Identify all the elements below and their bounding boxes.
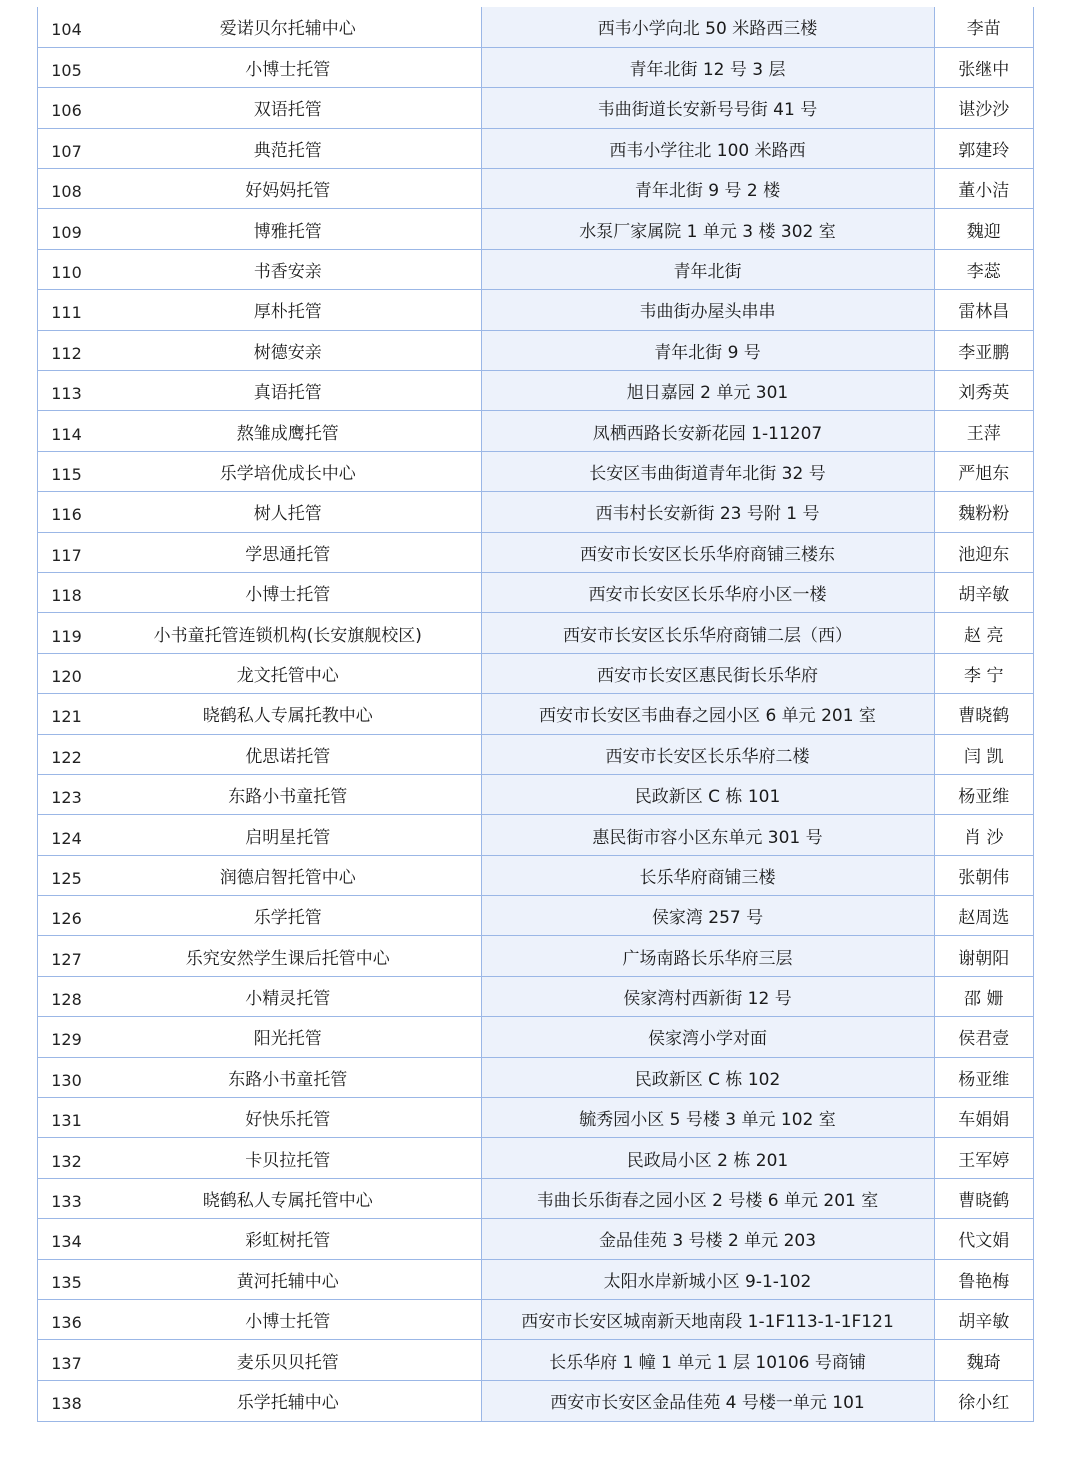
contact-person-cell: 曹晓鹤 bbox=[934, 694, 1033, 734]
institution-name-cell: 博雅托管 bbox=[95, 209, 481, 249]
institution-name-cell: 麦乐贝贝托管 bbox=[95, 1340, 481, 1380]
row-number-cell: 125 bbox=[38, 855, 95, 895]
contact-person-cell: 李亚鹏 bbox=[934, 330, 1033, 370]
address-cell: 水泵厂家属院 1 单元 3 楼 302 室 bbox=[481, 209, 934, 249]
row-number-cell: 137 bbox=[38, 1340, 95, 1380]
contact-person-cell: 李蕊 bbox=[934, 249, 1033, 289]
row-number-cell: 130 bbox=[38, 1057, 95, 1097]
contact-person-cell: 董小洁 bbox=[934, 169, 1033, 209]
contact-person-cell: 杨亚维 bbox=[934, 774, 1033, 814]
address-cell: 民政新区 C 栋 102 bbox=[481, 1057, 934, 1097]
institution-name-cell: 小博士托管 bbox=[95, 572, 481, 612]
institution-name-cell: 学思通托管 bbox=[95, 532, 481, 572]
table-row bbox=[38, 653, 1033, 693]
contact-person-cell: 谢朝阳 bbox=[934, 936, 1033, 976]
table-row bbox=[38, 128, 1033, 168]
table-row bbox=[38, 896, 1033, 936]
institution-name-cell: 东路小书童托管 bbox=[95, 774, 481, 814]
address-cell: 西韦村长安新街 23 号附 1 号 bbox=[481, 492, 934, 532]
table-row bbox=[38, 411, 1033, 451]
address-cell: 西韦小学往北 100 米路西 bbox=[481, 128, 934, 168]
institution-name-cell: 黄河托辅中心 bbox=[95, 1259, 481, 1299]
row-number-cell: 104 bbox=[51, 20, 82, 40]
table-row bbox=[38, 1178, 1033, 1218]
contact-person-cell: 胡辛敏 bbox=[934, 572, 1033, 612]
row-number-cell: 116 bbox=[38, 492, 95, 532]
row-number-cell: 129 bbox=[38, 1017, 95, 1057]
contact-person-cell: 谌沙沙 bbox=[934, 88, 1033, 128]
contact-person-cell: 曹晓鹤 bbox=[934, 1178, 1033, 1218]
address-cell: 毓秀园小区 5 号楼 3 单元 102 室 bbox=[481, 1098, 934, 1138]
address-cell: 西安市长安区金品佳苑 4 号楼一单元 101 bbox=[481, 1380, 934, 1420]
row-number-cell: 131 bbox=[38, 1098, 95, 1138]
contact-person-cell: 严旭东 bbox=[934, 451, 1033, 491]
contact-person-cell: 肖 沙 bbox=[934, 815, 1033, 855]
institution-name-cell: 好快乐托管 bbox=[95, 1098, 481, 1138]
row-number-cell: 123 bbox=[38, 774, 95, 814]
row-number-cell: 118 bbox=[38, 572, 95, 612]
table-row bbox=[38, 1380, 1033, 1420]
address-cell: 太阳水岸新城小区 9-1-102 bbox=[481, 1259, 934, 1299]
contact-person-cell: 侯君壹 bbox=[934, 1017, 1033, 1057]
institution-name-cell: 小书童托管连锁机构(长安旗舰校区) bbox=[95, 613, 481, 653]
institution-table bbox=[38, 7, 1033, 1421]
contact-person-cell: 闫 凯 bbox=[934, 734, 1033, 774]
contact-person-cell: 张继中 bbox=[934, 47, 1033, 87]
contact-person-cell: 池迎东 bbox=[934, 532, 1033, 572]
institution-name-cell: 书香安亲 bbox=[95, 249, 481, 289]
institution-name-cell: 树人托管 bbox=[95, 492, 481, 532]
contact-person-cell: 徐小红 bbox=[934, 1380, 1033, 1420]
contact-person-cell: 雷林昌 bbox=[934, 290, 1033, 330]
address-cell: 广场南路长乐华府三层 bbox=[481, 936, 934, 976]
institution-name-cell: 东路小书童托管 bbox=[95, 1057, 481, 1097]
row-number-cell: 119 bbox=[38, 613, 95, 653]
contact-person-cell: 赵 亮 bbox=[934, 613, 1033, 653]
address-cell: 青年北街 12 号 3 层 bbox=[481, 47, 934, 87]
contact-person-cell: 魏粉粉 bbox=[934, 492, 1033, 532]
row-number-cell: 120 bbox=[38, 653, 95, 693]
row-number-cell: 122 bbox=[38, 734, 95, 774]
row-number-cell: 127 bbox=[38, 936, 95, 976]
contact-person-cell: 鲁艳梅 bbox=[934, 1259, 1033, 1299]
address-cell: 侯家湾 257 号 bbox=[481, 896, 934, 936]
row-number-cell: 121 bbox=[38, 694, 95, 734]
institution-name-cell: 启明星托管 bbox=[95, 815, 481, 855]
address-cell: 西安市长安区长乐华府商铺三楼东 bbox=[481, 532, 934, 572]
address-cell: 西安市长安区长乐华府小区一楼 bbox=[481, 572, 934, 612]
row-number-cell: 117 bbox=[38, 532, 95, 572]
institution-name-cell: 乐学托管 bbox=[95, 896, 481, 936]
address-cell: 旭日嘉园 2 单元 301 bbox=[481, 371, 934, 411]
address-cell: 民政局小区 2 栋 201 bbox=[481, 1138, 934, 1178]
table-row bbox=[38, 1057, 1033, 1097]
table-row bbox=[38, 1300, 1033, 1340]
table-row bbox=[38, 936, 1033, 976]
table-row bbox=[38, 209, 1033, 249]
table-row bbox=[38, 815, 1033, 855]
institution-name-cell: 乐究安然学生课后托管中心 bbox=[95, 936, 481, 976]
address-cell: 长乐华府 1 幢 1 单元 1 层 10106 号商铺 bbox=[481, 1340, 934, 1380]
row-number-cell: 109 bbox=[38, 209, 95, 249]
address-cell: 青年北街 bbox=[481, 249, 934, 289]
contact-person-cell: 魏琦 bbox=[934, 1340, 1033, 1380]
address-cell: 韦曲街道长安新号号街 41 号 bbox=[481, 88, 934, 128]
table-row bbox=[38, 7, 1033, 47]
institution-name-cell: 乐学培优成长中心 bbox=[95, 451, 481, 491]
institution-name-cell: 乐学托辅中心 bbox=[95, 1380, 481, 1420]
row-number-cell: 114 bbox=[38, 411, 95, 451]
table-row bbox=[38, 572, 1033, 612]
table-row bbox=[38, 290, 1033, 330]
row-number-cell: 124 bbox=[38, 815, 95, 855]
table-row bbox=[38, 1017, 1033, 1057]
address-cell: 西安市长安区惠民街长乐华府 bbox=[481, 653, 934, 693]
address-cell: 西安市长安区长乐华府商铺二层（西） bbox=[481, 613, 934, 653]
institution-name-cell: 龙文托管中心 bbox=[95, 653, 481, 693]
institution-name-cell: 树德安亲 bbox=[95, 330, 481, 370]
contact-person-cell: 张朝伟 bbox=[934, 855, 1033, 895]
contact-person-cell: 赵周选 bbox=[934, 896, 1033, 936]
row-number-cell: 126 bbox=[38, 896, 95, 936]
contact-person-cell: 刘秀英 bbox=[934, 371, 1033, 411]
table-row bbox=[38, 169, 1033, 209]
institution-name-cell: 润德启智托管中心 bbox=[95, 855, 481, 895]
institution-table-container bbox=[37, 7, 1034, 1422]
row-number-cell: 106 bbox=[38, 88, 95, 128]
row-number-cell: 107 bbox=[38, 128, 95, 168]
address-cell: 民政新区 C 栋 101 bbox=[481, 774, 934, 814]
row-number-cell: 108 bbox=[38, 169, 95, 209]
row-number-cell: 105 bbox=[38, 47, 95, 87]
contact-person-cell: 胡辛敏 bbox=[934, 1300, 1033, 1340]
address-cell: 侯家湾村西新街 12 号 bbox=[481, 976, 934, 1016]
address-cell: 西安市长安区城南新天地南段 1-1F113-1-1F121 bbox=[481, 1300, 934, 1340]
row-number-cell: 134 bbox=[38, 1219, 95, 1259]
contact-person-cell: 王军婷 bbox=[934, 1138, 1033, 1178]
institution-name-cell: 厚朴托管 bbox=[95, 290, 481, 330]
row-number-cell: 132 bbox=[38, 1138, 95, 1178]
table-row bbox=[38, 694, 1033, 734]
institution-name-cell: 熬雏成鹰托管 bbox=[95, 411, 481, 451]
table-row bbox=[38, 774, 1033, 814]
table-row bbox=[38, 613, 1033, 653]
institution-name-cell: 好妈妈托管 bbox=[95, 169, 481, 209]
contact-person-cell: 王萍 bbox=[934, 411, 1033, 451]
table-row bbox=[38, 1219, 1033, 1259]
institution-name-cell: 真语托管 bbox=[95, 371, 481, 411]
institution-name-cell: 阳光托管 bbox=[95, 1017, 481, 1057]
table-row bbox=[38, 532, 1033, 572]
row-number-cell: 128 bbox=[38, 976, 95, 1016]
table-row bbox=[38, 1340, 1033, 1380]
table-row bbox=[38, 855, 1033, 895]
institution-table-body bbox=[38, 7, 1033, 1421]
institution-name-cell: 爱诺贝尔托辅中心 bbox=[219, 19, 356, 40]
contact-person-cell: 魏迎 bbox=[934, 209, 1033, 249]
institution-name-cell: 晓鹤私人专属托教中心 bbox=[95, 694, 481, 734]
address-cell: 金品佳苑 3 号楼 2 单元 203 bbox=[481, 1219, 934, 1259]
contact-person-cell: 邵 姗 bbox=[934, 976, 1033, 1016]
table-row bbox=[38, 371, 1033, 411]
row-number-cell: 136 bbox=[38, 1300, 95, 1340]
contact-person-cell: 车娟娟 bbox=[934, 1098, 1033, 1138]
row-number-cell: 111 bbox=[38, 290, 95, 330]
row-number-cell: 110 bbox=[38, 249, 95, 289]
row-number-cell: 135 bbox=[38, 1259, 95, 1299]
address-cell: 凤栖西路长安新花园 1-11207 bbox=[481, 411, 934, 451]
row-number-cell: 115 bbox=[38, 451, 95, 491]
contact-person-cell: 李 宁 bbox=[934, 653, 1033, 693]
row-number-cell: 138 bbox=[38, 1380, 95, 1420]
table-row bbox=[38, 249, 1033, 289]
address-cell: 青年北街 9 号 2 楼 bbox=[481, 169, 934, 209]
address-cell: 西韦小学向北 50 米路西三楼 bbox=[481, 7, 934, 47]
address-cell: 侯家湾小学对面 bbox=[481, 1017, 934, 1057]
table-row bbox=[38, 1098, 1033, 1138]
institution-name-cell: 优思诺托管 bbox=[95, 734, 481, 774]
institution-name-cell: 小博士托管 bbox=[95, 47, 481, 87]
table-row bbox=[38, 47, 1033, 87]
table-row bbox=[38, 1138, 1033, 1178]
institution-name-cell: 双语托管 bbox=[95, 88, 481, 128]
contact-person-cell: 郭建玲 bbox=[934, 128, 1033, 168]
address-cell: 青年北街 9 号 bbox=[481, 330, 934, 370]
address-cell: 长安区韦曲街道青年北街 32 号 bbox=[481, 451, 934, 491]
row-number-cell: 133 bbox=[38, 1178, 95, 1218]
institution-name-cell: 小博士托管 bbox=[95, 1300, 481, 1340]
table-row bbox=[38, 1259, 1033, 1299]
institution-name-cell: 小精灵托管 bbox=[95, 976, 481, 1016]
contact-person-cell: 代文娟 bbox=[934, 1219, 1033, 1259]
address-cell: 韦曲长乐街春之园小区 2 号楼 6 单元 201 室 bbox=[481, 1178, 934, 1218]
institution-name-cell: 卡贝拉托管 bbox=[95, 1138, 481, 1178]
row-number-cell: 112 bbox=[38, 330, 95, 370]
contact-person-cell: 李苗 bbox=[966, 19, 1001, 40]
contact-person-cell: 杨亚维 bbox=[934, 1057, 1033, 1097]
table-row bbox=[38, 451, 1033, 491]
institution-name-cell: 彩虹树托管 bbox=[95, 1219, 481, 1259]
table-row bbox=[38, 88, 1033, 128]
address-cell: 惠民街市容小区东单元 301 号 bbox=[481, 815, 934, 855]
table-row bbox=[38, 330, 1033, 370]
table-row bbox=[38, 734, 1033, 774]
table-row bbox=[38, 976, 1033, 1016]
address-cell: 长乐华府商铺三楼 bbox=[481, 855, 934, 895]
address-cell: 西安市长安区长乐华府二楼 bbox=[481, 734, 934, 774]
institution-name-cell: 晓鹤私人专属托管中心 bbox=[95, 1178, 481, 1218]
address-cell: 西安市长安区韦曲春之园小区 6 单元 201 室 bbox=[481, 694, 934, 734]
row-number-cell: 113 bbox=[38, 371, 95, 411]
address-cell: 韦曲街办屋头串串 bbox=[481, 290, 934, 330]
table-row bbox=[38, 492, 1033, 532]
institution-name-cell: 典范托管 bbox=[95, 128, 481, 168]
